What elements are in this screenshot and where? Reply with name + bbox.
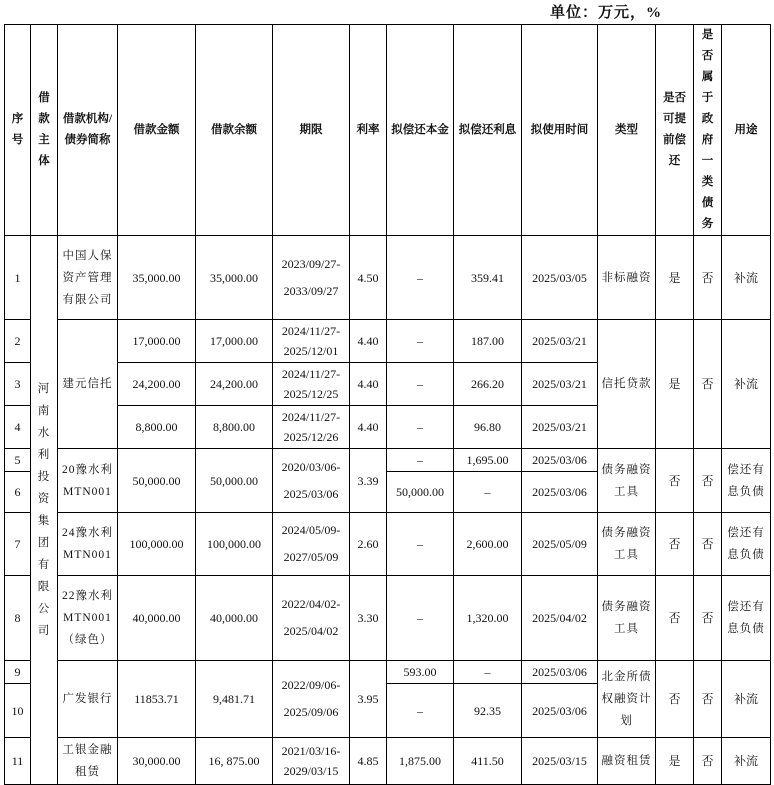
header-gov-debt: 是否属于政府一类债务 <box>694 25 722 236</box>
cell-balance: 17,000.00 <box>196 320 273 363</box>
cell-gov-debt: 否 <box>694 320 722 449</box>
cell-amount: 30,000.00 <box>118 738 196 785</box>
cell-rate: 4.40 <box>350 406 387 449</box>
cell-amount: 8,800.00 <box>118 406 196 449</box>
cell-gov-debt: 否 <box>694 513 722 576</box>
cell-interest: 1,695.00 <box>454 449 522 472</box>
cell-lender: 工银金融租赁 <box>58 738 118 785</box>
cell-amount: 50,000.00 <box>118 449 196 513</box>
table-row <box>5 738 771 785</box>
cell-principal: 50,000.00 <box>387 472 454 513</box>
cell-principal: – <box>387 684 454 738</box>
cell-rate: 4.40 <box>350 363 387 406</box>
cell-balance: 50,000.00 <box>196 449 273 513</box>
cell-principal: 593.00 <box>387 661 454 684</box>
cell-gov-debt: 否 <box>694 449 722 513</box>
cell-term: 2024/05/09-2027/05/09 <box>273 513 350 576</box>
cell-amount: 40,000.00 <box>118 576 196 661</box>
cell-prepay: 是 <box>656 738 694 785</box>
header-lender: 借款机构/债券简称 <box>58 25 118 236</box>
header-interest: 拟偿还利息 <box>454 25 522 236</box>
cell-use-date: 2025/03/21 <box>522 363 598 406</box>
cell-principal: – <box>387 236 454 320</box>
table-row <box>5 661 771 684</box>
cell-purpose: 补流 <box>722 236 771 320</box>
cell-no: 2 <box>5 320 31 363</box>
cell-no: 5 <box>5 449 31 472</box>
cell-principal: – <box>387 320 454 363</box>
cell-interest: – <box>454 661 522 684</box>
cell-type: 北金所债权融资计划 <box>598 661 656 738</box>
header-type: 类型 <box>598 25 656 236</box>
cell-no: 3 <box>5 363 31 406</box>
cell-use-date: 2025/03/06 <box>522 472 598 513</box>
cell-no: 7 <box>5 513 31 576</box>
header-use-date: 拟使用时间 <box>522 25 598 236</box>
cell-principal: 1,875.00 <box>387 738 454 785</box>
cell-amount: 24,200.00 <box>118 363 196 406</box>
cell-interest: 92.35 <box>454 684 522 738</box>
cell-purpose: 偿还有息负债 <box>722 513 771 576</box>
cell-use-date: 2025/03/06 <box>522 661 598 684</box>
cell-balance: 24,200.00 <box>196 363 273 406</box>
cell-rate: 3.30 <box>350 576 387 661</box>
cell-term: 2024/11/27-2025/12/26 <box>273 406 350 449</box>
cell-term: 2024/11/27-2025/12/25 <box>273 363 350 406</box>
cell-balance: 16, 875.00 <box>196 738 273 785</box>
cell-purpose: 偿还有息负债 <box>722 449 771 513</box>
cell-lender: 20豫水利MTN001 <box>58 449 118 513</box>
cell-purpose: 偿还有息负债 <box>722 576 771 661</box>
cell-amount: 11853.71 <box>118 661 196 738</box>
table-row <box>5 320 771 363</box>
cell-no: 11 <box>5 738 31 785</box>
cell-rate: 2.60 <box>350 513 387 576</box>
cell-lender: 广发银行 <box>58 661 118 738</box>
cell-balance: 40,000.00 <box>196 576 273 661</box>
cell-lender: 22豫水利MTN001（绿色） <box>58 576 118 661</box>
cell-gov-debt: 否 <box>694 236 722 320</box>
cell-prepay: 否 <box>656 661 694 738</box>
cell-interest: 411.50 <box>454 738 522 785</box>
cell-amount: 100,000.00 <box>118 513 196 576</box>
cell-type: 债务融资工具 <box>598 576 656 661</box>
cell-use-date: 2025/03/06 <box>522 684 598 738</box>
cell-interest: 2,600.00 <box>454 513 522 576</box>
cell-term: 2022/09/06-2025/09/06 <box>273 661 350 738</box>
cell-rate: 4.50 <box>350 236 387 320</box>
cell-prepay: 是 <box>656 320 694 449</box>
cell-balance: 9,481.71 <box>196 661 273 738</box>
cell-type: 债务融资工具 <box>598 449 656 513</box>
cell-no: 1 <box>5 236 31 320</box>
cell-interest: 96.80 <box>454 406 522 449</box>
cell-lender: 24豫水利MTN001 <box>58 513 118 576</box>
header-row <box>5 25 771 236</box>
cell-interest: 359.41 <box>454 236 522 320</box>
cell-interest: 187.00 <box>454 320 522 363</box>
cell-no: 9 <box>5 661 31 684</box>
cell-use-date: 2025/03/06 <box>522 449 598 472</box>
cell-rate: 4.85 <box>350 738 387 785</box>
cell-borrower: 河南水利投资集团有限公司 <box>31 236 58 785</box>
cell-purpose: 补流 <box>722 661 771 738</box>
cell-balance: 35,000.00 <box>196 236 273 320</box>
cell-use-date: 2025/03/21 <box>522 406 598 449</box>
header-prepay: 是否可提前偿还 <box>656 25 694 236</box>
header-rate: 利率 <box>350 25 387 236</box>
cell-prepay: 否 <box>656 449 694 513</box>
cell-balance: 8,800.00 <box>196 406 273 449</box>
cell-type: 融资租赁 <box>598 738 656 785</box>
cell-purpose: 补流 <box>722 738 771 785</box>
cell-principal: – <box>387 513 454 576</box>
cell-principal: – <box>387 406 454 449</box>
cell-purpose: 补流 <box>722 320 771 449</box>
cell-rate: 3.95 <box>350 661 387 738</box>
cell-term: 2023/09/27-2033/09/27 <box>273 236 350 320</box>
header-principal: 拟偿还本金 <box>387 25 454 236</box>
cell-prepay: 是 <box>656 236 694 320</box>
cell-lender: 中国人保资产管理有限公司 <box>58 236 118 320</box>
debt-table <box>4 24 771 785</box>
table-row <box>5 576 771 661</box>
cell-principal: – <box>387 363 454 406</box>
cell-balance: 100,000.00 <box>196 513 273 576</box>
cell-rate: 4.40 <box>350 320 387 363</box>
unit-label: 单位：万元，% <box>549 5 662 21</box>
cell-gov-debt: 否 <box>694 576 722 661</box>
cell-interest: – <box>454 472 522 513</box>
header-purpose: 用途 <box>722 25 771 236</box>
cell-use-date: 2025/03/21 <box>522 320 598 363</box>
cell-use-date: 2025/03/15 <box>522 738 598 785</box>
cell-lender: 建元信托 <box>58 320 118 449</box>
cell-interest: 1,320.00 <box>454 576 522 661</box>
cell-term: 2021/03/16-2029/03/15 <box>273 738 350 785</box>
cell-prepay: 否 <box>656 576 694 661</box>
cell-prepay: 否 <box>656 513 694 576</box>
header-term: 期限 <box>273 25 350 236</box>
cell-rate: 3.39 <box>350 449 387 513</box>
cell-amount: 17,000.00 <box>118 320 196 363</box>
cell-principal: – <box>387 449 454 472</box>
table-row <box>5 449 771 472</box>
cell-term: 2022/04/02-2025/04/02 <box>273 576 350 661</box>
header-balance: 借款余额 <box>196 25 273 236</box>
cell-term: 2024/11/27-2025/12/01 <box>273 320 350 363</box>
cell-no: 10 <box>5 684 31 738</box>
cell-use-date: 2025/04/02 <box>522 576 598 661</box>
cell-use-date: 2025/03/05 <box>522 236 598 320</box>
cell-no: 6 <box>5 472 31 513</box>
cell-term: 2020/03/06-2025/03/06 <box>273 449 350 513</box>
cell-principal: – <box>387 576 454 661</box>
cell-type: 信托贷款 <box>598 320 656 449</box>
cell-gov-debt: 否 <box>694 661 722 738</box>
cell-interest: 266.20 <box>454 363 522 406</box>
cell-no: 8 <box>5 576 31 661</box>
header-no: 序号 <box>5 25 31 236</box>
cell-no: 4 <box>5 406 31 449</box>
cell-use-date: 2025/05/09 <box>522 513 598 576</box>
header-borrower: 借款主体 <box>31 25 58 236</box>
header-amount: 借款金额 <box>118 25 196 236</box>
cell-type: 非标融资 <box>598 236 656 320</box>
cell-amount: 35,000.00 <box>118 236 196 320</box>
table-row <box>5 236 771 320</box>
table-row <box>5 513 771 576</box>
cell-gov-debt: 否 <box>694 738 722 785</box>
cell-type: 债务融资工具 <box>598 513 656 576</box>
